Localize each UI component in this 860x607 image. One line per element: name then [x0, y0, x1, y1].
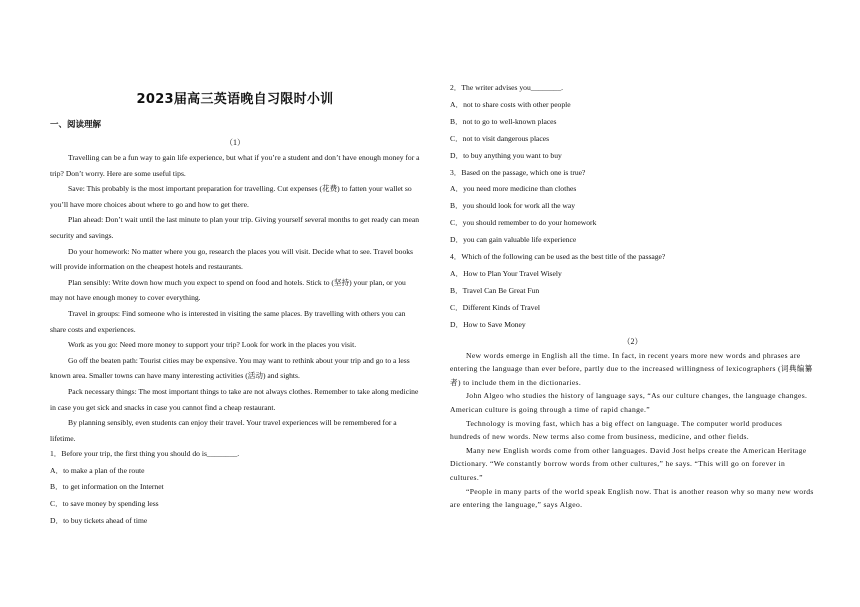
question-stem: 2．The writer advises you________. — [450, 83, 564, 92]
paragraph: Work as you go: Need more money to support your trip? Look for work in the places you visit. — [68, 340, 357, 350]
option-c: C．not to visit dangerous places — [450, 133, 550, 143]
passage-2 — [450, 335, 815, 512]
passage-number: （1） — [225, 138, 245, 147]
option-b: B．not to go to well-known places — [450, 116, 557, 126]
option-c: C．you should remember to do your homework — [450, 218, 597, 228]
option-a: A．not to share costs with other people — [450, 99, 571, 109]
option-d: D．How to Save Money — [450, 319, 526, 329]
question-list — [450, 80, 815, 512]
paragraph: Travelling can be a fun way to gain life experience, but what if you’re a student and don’t have enough money for a trip? Don’t worry. Here are some useful tips. — [50, 153, 420, 178]
question-4 — [450, 249, 815, 334]
option-b: B．you should look for work all the way — [450, 201, 576, 211]
question-3 — [450, 165, 815, 250]
paragraph: John Algeo who studies the history of language says, “As our culture changes, the language changes. American culture is going through a time of rapid change.” — [450, 391, 808, 414]
passage-1 — [50, 136, 420, 529]
paragraph: Do your homework: No matter where you go, research the places you will visit. Decide what to see. Travel books will provide information on the cheapest hotels and restaurants. — [50, 246, 414, 272]
paragraph: Save: This probably is the most important preparation for travelling. Cut expenses (花费) to fatten your wallet so you’ll have more choices about where to go and how to get there. — [50, 184, 412, 209]
page-title: 2023届高三英语晚自习限时小训 — [136, 92, 334, 107]
paragraph: New words emerge in English all the time. In fact, in recent years more new words and phrases are entering the language than ever before, partly due to the increased willingness of lexicographers (词典编纂者) to include them in the dictionaries. — [450, 350, 813, 387]
option-c: C．to save money by spending less — [50, 499, 159, 509]
option-d: D．you can gain valuable life experience — [450, 235, 577, 245]
option-d: D．to buy tickets ahead of time — [50, 515, 148, 525]
paragraph: Technology is moving fast, which has a big effect on language. The computer world produces hundreds of new words. New terms also come from business, medicine, and other fields. — [450, 418, 783, 442]
paragraph: Many new English words come from other languages. David Jost helps create the American Heritage Dictionary. “We constantly borrow words from other cultures,” he says. “This will go on forever in cultures.” — [450, 445, 807, 482]
passage-number: （2） — [622, 336, 643, 346]
question-1 — [50, 446, 420, 529]
question-stem: 4．Which of the following can be used as the best title of the passage? — [450, 252, 666, 262]
question-stem: 3．Based on the passage, which one is true? — [450, 167, 586, 177]
question-2 — [450, 80, 815, 165]
option-d: D．to buy anything you want to buy — [450, 150, 562, 160]
option-c: C．Different Kinds of Travel — [450, 302, 540, 312]
option-a: A．you need more medicine than clothes — [450, 184, 577, 194]
paragraph: By planning sensibly, even students can enjoy their travel. Your travel experiences will be remembered for a lifetime. — [50, 418, 397, 443]
question-stem: 1．Before your trip, the first thing you should do is________. — [50, 449, 240, 459]
option-b: B．to get information on the Internet — [50, 482, 164, 492]
paragraph: Pack necessary things: The most important things to take are not always clothes. Remember to take along medicine in case you get sick and snacks in case you cannot find a cheap restaurant. — [50, 386, 419, 412]
paragraph: “People in many parts of the world speak English now. That is another reason why so many new words are entering the language,” says Algeo. — [450, 486, 814, 510]
section-heading: 一、阅读理解 — [50, 120, 102, 130]
paragraph: Plan sensibly: Write down how much you expect to spend on food and hotels. Stick to (坚持) your plan, or you may not have enough money to cover everything. — [50, 277, 406, 303]
option-a: A．How to Plan Your Travel Wisely — [450, 268, 562, 278]
option-b: B．Travel Can Be Great Fun — [450, 285, 540, 295]
paragraph: Travel in groups: Find someone who is interested in visiting the same places. By travelling with others you can share costs and experiences. — [50, 308, 406, 334]
option-a: A．to make a plan of the route — [50, 465, 145, 475]
paragraph: Plan ahead: Don’t wait until the last minute to plan your trip. Giving yourself several months to get ready can mean security and savings. — [50, 215, 419, 240]
paragraph: Go off the beaten path: Tourist cities may be expensive. You may want to rethink about your trip and go to a less known area. Smaller towns can have many interesting activities (活动) and sights. — [50, 355, 410, 381]
